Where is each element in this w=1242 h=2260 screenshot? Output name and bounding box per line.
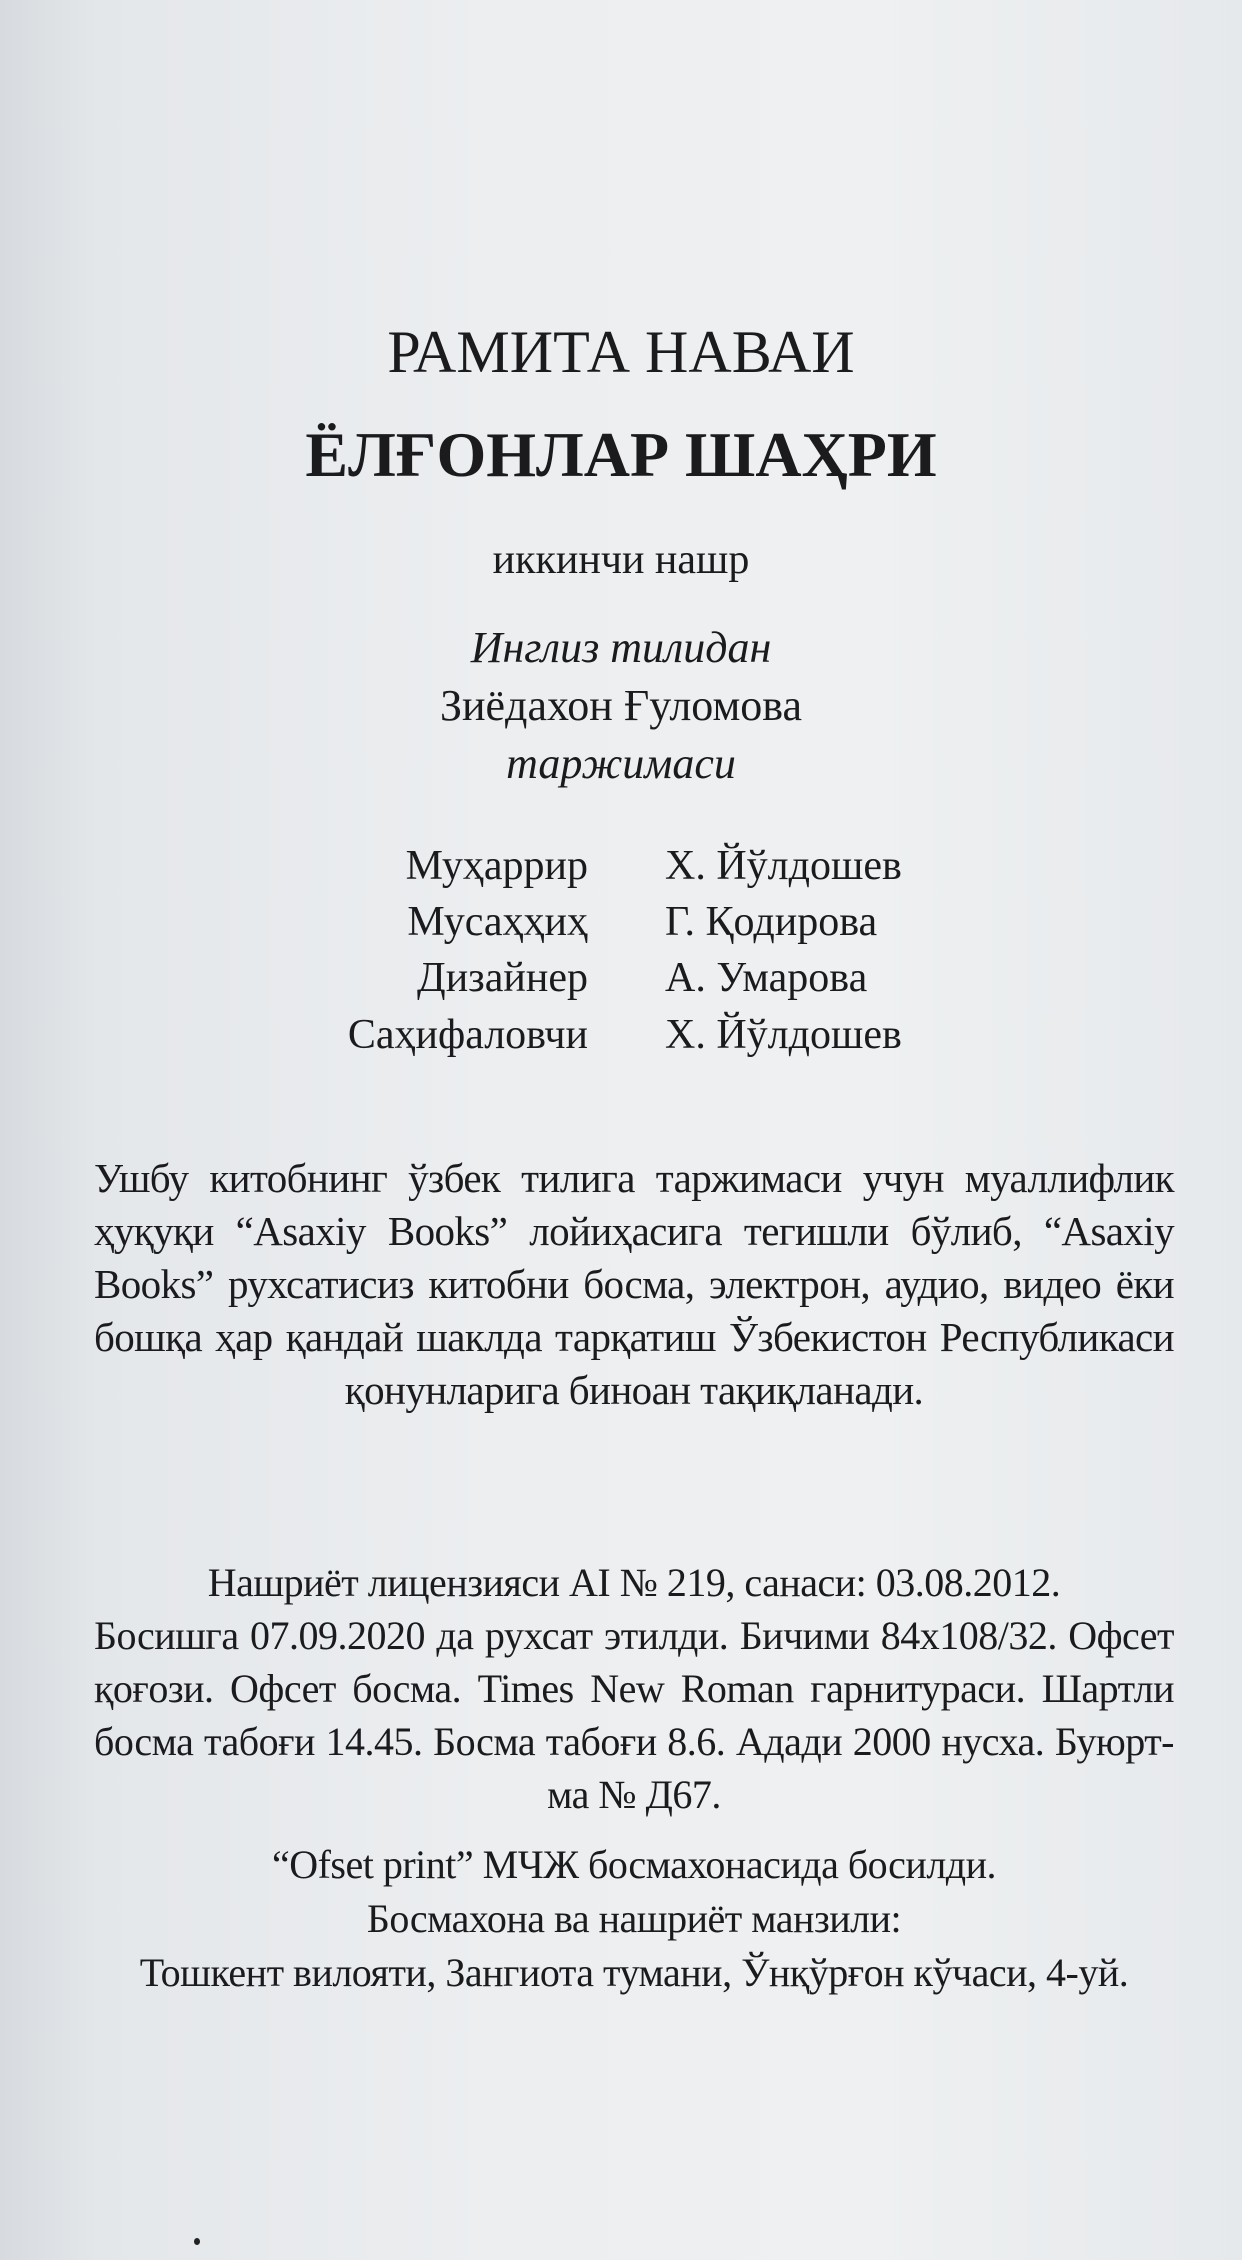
edition-label: иккинчи нашр xyxy=(492,537,750,583)
copyright-line: қонунларига биноан тақиқланади. xyxy=(344,1367,924,1413)
translation-suffix: таржимаси xyxy=(506,739,736,788)
credit-name: А. Умарова xyxy=(665,955,868,1001)
copyright-line: бошқа ҳар қандай шаклда тарқатиш Ўзбекистон Республикаси xyxy=(94,1314,1174,1360)
credit-role: Муҳаррир xyxy=(405,843,588,889)
credit-name: Г. Қодирова xyxy=(665,899,878,945)
credit-name: Х. Йўлдошев xyxy=(665,1012,902,1058)
credit-role: Дизайнер xyxy=(417,955,588,1001)
publishing-line: қоғози. Офсет босма. Times New Roman гарнитураси. Шартли xyxy=(94,1666,1174,1711)
publishing-info xyxy=(94,1556,1174,1821)
ink-speck xyxy=(194,2238,200,2245)
copyright-line: Books” рухсатисиз китобни босма, электрон, аудио, видео ёки xyxy=(94,1261,1174,1307)
printer-line: Босмахона ва нашриёт манзили: xyxy=(366,1896,902,1941)
publishing-line: босма табоғи 14.45. Босма табоғи 8.6. Адади 2000 нусха. Буюрт- xyxy=(94,1719,1174,1764)
publishing-line: Нашриёт лицензияси AI № 219, санаси: 03.08.2012. xyxy=(207,1560,1061,1605)
copyright-line: ҳуқуқи “Asaxiy Books” лойиҳасига тегишли бўлиб, “Asaxiy xyxy=(94,1208,1174,1254)
translator-name: Зиёдахон Ғуломова xyxy=(439,681,803,730)
publishing-line: Босишга 07.09.2020 да рухсат этилди. Бичими 84x108/32. Офсет xyxy=(94,1613,1174,1658)
credit-role: Мусаҳҳиҳ xyxy=(407,899,588,945)
translation-source: Инглиз тилидан xyxy=(470,623,772,672)
printer-line: “Ofset print” МЧЖ босмахонасида босилди. xyxy=(271,1842,997,1887)
copyright-notice xyxy=(94,1152,1174,1417)
printer-line: Тошкент вилояти, Зангиота тумани, Ўнқўрғон кўчаси, 4-уй. xyxy=(139,1950,1129,1995)
publishing-line: ма № Д67. xyxy=(547,1772,721,1817)
credit-role: Саҳифаловчи xyxy=(347,1012,588,1058)
copyright-line: Ушбу китобнинг ўзбек тилига таржимаси учун муаллифлик xyxy=(94,1155,1174,1201)
credit-name: Х. Йўлдошев xyxy=(665,843,902,889)
printer-info xyxy=(94,1838,1174,2000)
book-title: ЁЛҒОНЛАР ШАҲРИ xyxy=(305,419,937,490)
author-name: РАМИТА НАВАИ xyxy=(387,319,855,385)
